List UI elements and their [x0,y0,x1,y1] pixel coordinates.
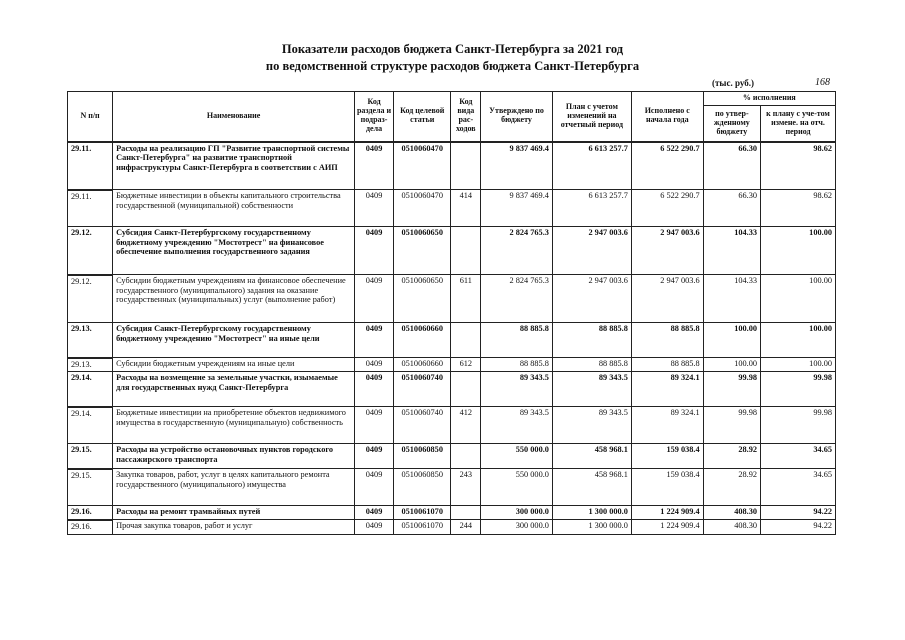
table-row [68,520,836,535]
table-row [68,142,836,190]
cell-name: Закупка товаров, работ, услуг в целях капитального ремонта государственного (муниципального) имущества [113,469,355,506]
cell-section-code: 0409 [355,190,394,227]
cell-approved: 9 837 469.4 [481,190,553,227]
cell-type-code: 244 [451,520,481,535]
cell-plan: 89 343.5 [552,407,631,444]
document-title: Показатели расходов бюджета Санкт-Петербурга за 2021 год [281,42,624,56]
cell-pct-plan: 94.22 [761,520,836,535]
cell-pct-approved: 104.33 [703,227,760,275]
cell-plan: 2 947 003.6 [552,227,631,275]
cell-type-code: 612 [451,358,481,372]
cell-type-code: 243 [451,469,481,506]
cell-type-code: 611 [451,275,481,323]
cell-no: 29.14. [68,407,113,444]
cell-name: Бюджетные инвестиции в объекты капитального строительства государственной (муниципальной) собственности [113,190,355,227]
cell-pct-approved: 99.98 [703,372,760,407]
cell-no: 29.11. [68,190,113,227]
cell-pct-approved: 100.00 [703,323,760,358]
table-row [68,358,836,372]
cell-name: Расходы на ремонт трамвайных путей [113,506,355,520]
cell-plan: 88 885.8 [552,358,631,372]
cell-no: 29.12. [68,275,113,323]
cell-section-code: 0409 [355,520,394,535]
cell-pct-plan: 99.98 [761,372,836,407]
cell-pct-approved: 66.30 [703,142,760,190]
budget-table [67,91,836,535]
cell-plan: 6 613 257.7 [552,190,631,227]
cell-executed: 88 885.8 [631,323,703,358]
cell-approved: 89 343.5 [481,372,553,407]
header-type-code: Код вида рас-ходов [451,92,481,142]
header-pct-plan: к плану с уче-том измене. на отч. период [761,106,836,142]
cell-target-code: 0510060850 [394,469,451,506]
cell-pct-approved: 28.92 [703,444,760,469]
cell-section-code: 0409 [355,506,394,520]
header-pct-group: % исполнения [703,92,835,106]
cell-pct-plan: 100.00 [761,358,836,372]
page-number: 168 [815,77,830,88]
cell-pct-approved: 408.30 [703,506,760,520]
cell-plan: 1 300 000.0 [552,506,631,520]
cell-target-code: 0510060650 [394,227,451,275]
cell-no: 29.16. [68,506,113,520]
cell-approved: 300 000.0 [481,506,553,520]
cell-no: 29.13. [68,358,113,372]
cell-no: 29.14. [68,372,113,407]
cell-section-code: 0409 [355,227,394,275]
cell-executed: 1 224 909.4 [631,506,703,520]
cell-target-code: 0510060740 [394,407,451,444]
cell-no: 29.15. [68,469,113,506]
cell-approved: 88 885.8 [481,323,553,358]
cell-pct-approved: 408.30 [703,520,760,535]
cell-type-code [451,506,481,520]
cell-name: Расходы на возмещение за земельные участки, изымаемые для государственных нужд Санкт-Петербурга [113,372,355,407]
table-row [68,372,836,407]
table-row [68,227,836,275]
cell-executed: 159 038.4 [631,444,703,469]
cell-approved: 2 824 765.3 [481,275,553,323]
table-row [68,407,836,444]
table-row [68,444,836,469]
cell-type-code [451,444,481,469]
cell-pct-plan: 98.62 [761,142,836,190]
cell-target-code: 0510060850 [394,444,451,469]
cell-no: 29.12. [68,227,113,275]
cell-section-code: 0409 [355,444,394,469]
cell-approved: 9 837 469.4 [481,142,553,190]
cell-pct-approved: 104.33 [703,275,760,323]
cell-name: Субсидия Санкт-Петербургскому государственному бюджетному учреждению "Мостотрест" на финансовое обеспечение выполнения государственного задания [113,227,355,275]
cell-section-code: 0409 [355,407,394,444]
cell-section-code: 0409 [355,275,394,323]
cell-pct-plan: 98.62 [761,190,836,227]
units-label: (тыс. руб.) [712,78,754,88]
cell-pct-plan: 99.98 [761,407,836,444]
cell-target-code: 0510060740 [394,372,451,407]
cell-no: 29.16. [68,520,113,535]
cell-pct-plan: 100.00 [761,275,836,323]
header-no: N п/п [68,92,113,142]
cell-target-code: 0510060650 [394,275,451,323]
header-plan: План с учетом изменений на отчетный период [552,92,631,142]
cell-executed: 2 947 003.6 [631,275,703,323]
cell-plan: 89 343.5 [552,372,631,407]
cell-plan: 1 300 000.0 [552,520,631,535]
cell-no: 29.13. [68,323,113,358]
cell-type-code [451,372,481,407]
cell-plan: 88 885.8 [552,323,631,358]
table-body [68,142,836,535]
cell-pct-approved: 99.98 [703,407,760,444]
table-row [68,469,836,506]
cell-plan: 458 968.1 [552,444,631,469]
cell-type-code: 414 [451,190,481,227]
table-row [68,190,836,227]
header-approved: Утверждено по бюджету [481,92,553,142]
cell-approved: 2 824 765.3 [481,227,553,275]
cell-executed: 88 885.8 [631,358,703,372]
cell-name: Расходы на реализацию ГП "Развитие транспортной системы Санкт-Петербурга" на развитие транспортной инфраструктуры Санкт-Петербурга в соответствии с АИП [113,142,355,190]
cell-section-code: 0409 [355,142,394,190]
cell-approved: 550 000.0 [481,444,553,469]
cell-no: 29.15. [68,444,113,469]
cell-executed: 2 947 003.6 [631,227,703,275]
cell-executed: 89 324.1 [631,372,703,407]
cell-executed: 159 038.4 [631,469,703,506]
header-pct-approved: по утвер-жденному бюджету [703,106,760,142]
cell-target-code: 0510060470 [394,190,451,227]
table-row [68,506,836,520]
cell-name: Бюджетные инвестиции на приобретение объектов недвижимого имущества в государственную (муниципальную) собственность [113,407,355,444]
cell-name: Прочая закупка товаров, работ и услуг [113,520,355,535]
cell-type-code [451,323,481,358]
cell-executed: 6 522 290.7 [631,190,703,227]
cell-target-code: 0510060660 [394,358,451,372]
cell-pct-plan: 34.65 [761,444,836,469]
cell-type-code: 412 [451,407,481,444]
cell-no: 29.11. [68,142,113,190]
cell-executed: 89 324.1 [631,407,703,444]
cell-section-code: 0409 [355,358,394,372]
cell-name: Расходы на устройство остановочных пунктов городского пассажирского транспорта [113,444,355,469]
cell-pct-plan: 100.00 [761,227,836,275]
header-target-code: Код целевой статьи [394,92,451,142]
cell-target-code: 0510061070 [394,520,451,535]
cell-approved: 89 343.5 [481,407,553,444]
cell-type-code [451,227,481,275]
header-name: Наименование [113,92,355,142]
cell-section-code: 0409 [355,323,394,358]
cell-pct-approved: 100.00 [703,358,760,372]
cell-target-code: 0510060470 [394,142,451,190]
document-subtitle: по ведомственной структуре расходов бюджета Санкт-Петербурга [265,59,640,73]
cell-approved: 88 885.8 [481,358,553,372]
cell-approved: 300 000.0 [481,520,553,535]
cell-section-code: 0409 [355,469,394,506]
cell-pct-approved: 66.30 [703,190,760,227]
cell-section-code: 0409 [355,372,394,407]
cell-pct-plan: 100.00 [761,323,836,358]
cell-pct-approved: 28.92 [703,469,760,506]
cell-name: Субсидии бюджетным учреждениям на иные цели [113,358,355,372]
cell-name: Субсидия Санкт-Петербургскому государственному бюджетному учреждению "Мостотрест" на иные цели [113,323,355,358]
cell-type-code [451,142,481,190]
cell-plan: 458 968.1 [552,469,631,506]
cell-approved: 550 000.0 [481,469,553,506]
cell-plan: 6 613 257.7 [552,142,631,190]
cell-name: Субсидии бюджетным учреждениям на финансовое обеспечение государственного (муниципального) задания на оказание государственных (муниципальных) услуг (выполнение работ) [113,275,355,323]
cell-pct-plan: 94.22 [761,506,836,520]
cell-plan: 2 947 003.6 [552,275,631,323]
cell-target-code: 0510060660 [394,323,451,358]
table-row [68,275,836,323]
table-row [68,323,836,358]
cell-target-code: 0510061070 [394,506,451,520]
cell-executed: 1 224 909.4 [631,520,703,535]
cell-executed: 6 522 290.7 [631,142,703,190]
cell-pct-plan: 34.65 [761,469,836,506]
header-section-code: Код раздела и подраз-дела [355,92,394,142]
header-executed: Исполнено с начала года [631,92,703,142]
